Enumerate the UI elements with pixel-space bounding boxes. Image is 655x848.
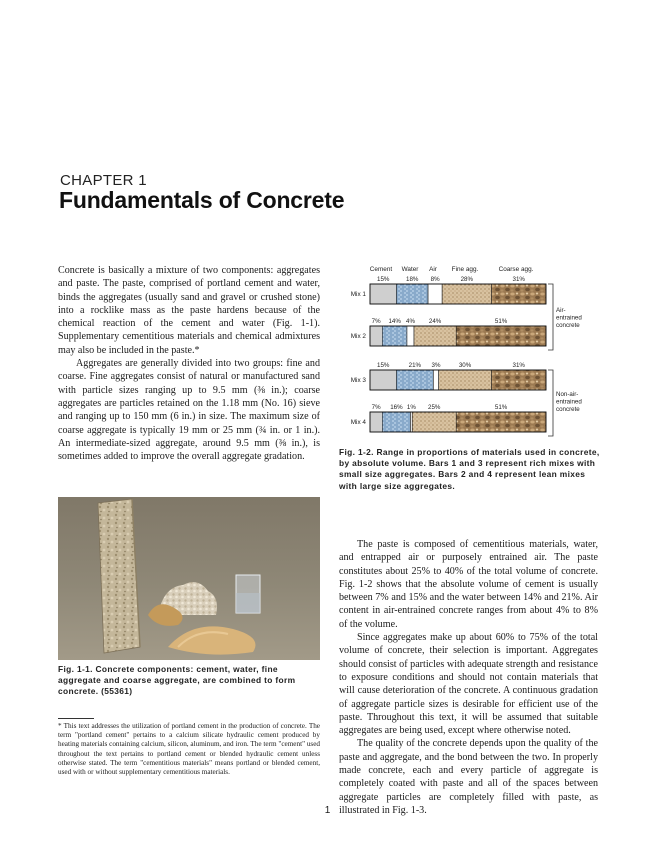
bar-segment-water [382,412,410,432]
percent-label: 18% [406,276,419,283]
percent-label: 30% [458,362,472,369]
chapter-title: Fundamentals of Concrete [59,187,345,213]
bracket-non-air-entrained [548,370,553,436]
percent-label: 51% [494,318,508,325]
percent-label: 15% [377,362,390,369]
figure-1-1-caption: Fig. 1-1. Concrete components: cement, water, fine aggregate and coarse aggregate, are combined to form concrete. (55361) [58,664,296,697]
group-label-air: Air-entrained concrete [556,307,582,329]
percent-label: 3% [431,362,441,369]
mix-label: Mix 1 [350,291,366,299]
percent-label: 7% [371,404,381,411]
header-coarse-agg: Coarse agg. [498,266,534,273]
paragraph: Since aggregates make up about 60% to 75% of the total volume of concrete, their selection is important. Aggregates should consist of particles with adequate strength and resistance to exposure conditions and should not contain materials that will cause deterioration of the concrete. A continuous gradation of aggregate particle sizes is desirable for efficient use of the paste. Throughout this text, it will be assumed that suitable aggregates are being used, except where otherwise noted. [339,632,598,737]
header-air: Air [429,266,437,273]
mix-label: Mix 2 [350,333,366,341]
footnote: * This text addresses the utilization of portland cement in the production of concrete. The term "portland cement" pertains to a calcium silicate hydraulic cement produced by heating materials containing calcium, silicon, aluminum, and iron. The term "cement" used throughout the text pertains to portland cement or blended hydraulic cement unless otherwise stated. The term "cementitious materials" means portland or blended cement, used with or without supplementary cementitious materials. [58,722,320,777]
bar-segment-fine-agg [414,326,456,346]
header-water: Water [401,266,419,273]
percent-label: 51% [494,404,508,411]
concrete-components-photo [58,497,320,660]
bar-segment-coarse-agg [491,370,546,390]
bar-segment-water [382,326,407,346]
header-fine-agg: Fine agg. [451,266,479,273]
paragraph: Concrete is basically a mixture of two components: aggregates and paste. The paste, comprised of portland cement and water, binds the aggregates (usually sand and gravel or crushed stone) into a rocklike mass as the paste hardens because of the chemical reaction of the cement and water (Fig. 1-1). Supplementary cementitious materials and chemical admixtures may also be included in the paste.* [58,265,320,356]
chapter-label: CHAPTER 1 [60,172,147,189]
paragraph: Aggregates are generally divided into two groups: fine and coarse. Fine aggregates consist of natural or manufactured sand with particle sizes ranging up to 9.5 mm (⅜ in.); coarse aggregates are particles retained on the 1.18 mm (No. 16) sieve and ranging up to 150 mm (6 in.) in size. The maximum size of coarse aggregate is typically 19 mm or 25 mm (¾ in. or 1 in.). An intermediate-sized aggregate, around 9.5 mm (⅜ in.), is sometimes added to improve the overall aggregate gradation. [58,358,320,463]
bar-segment-cement [370,412,382,432]
group-label-non-air: Non-air-entrained concrete [556,391,582,413]
percent-label: 31% [512,276,525,283]
percent-label: 16% [390,404,403,411]
header-cement: Cement [369,266,393,273]
percent-label: 21% [408,362,422,369]
percent-label: 28% [460,276,473,283]
footnote-rule [58,718,94,719]
bar-segment-air [428,284,442,304]
mix-label: Mix 3 [350,377,366,385]
figure-1-2-caption: Fig. 1-2. Range in proportions of materials used in concrete, by absolute volume. Bars 1 and 3 represent rich mixes with small size aggregates. Bars 2 and 4 represent lean mixes with large size aggregates. [339,447,600,491]
bar-segment-air [407,326,414,346]
percent-label: 31% [512,362,525,369]
mix-label: Mix 4 [350,419,366,427]
percent-label: 24% [428,318,442,325]
bar-segment-water [396,284,428,304]
percent-label: 7% [371,318,381,325]
paragraph: The quality of the concrete depends upon the quality of the paste and aggregate, and the bond between the two. In properly made concrete, each and every particle of aggregate is completely coated with paste and all of the spaces between aggregate particles are completely filled with paste, as illustrated in Fig. 1-3. [339,738,598,816]
bar-segment-fine-agg [442,284,491,304]
right-column [339,538,598,817]
percent-label: 15% [377,276,390,283]
page-number: 1 [324,805,331,816]
bar-segment-fine-agg [439,370,492,390]
percent-label: 4% [406,318,415,325]
percent-label: 8% [430,276,440,283]
left-column [58,264,320,463]
bar-segment-cement [370,326,382,346]
bar-segment-coarse-agg [456,412,546,432]
bar-segment-air [433,370,438,390]
bar-segment-fine-agg [412,412,456,432]
percent-label: 25% [428,404,441,411]
figure-1-2-proportions-chart [340,260,605,442]
bar-segment-coarse-agg [491,284,546,304]
bar-segment-coarse-agg [456,326,546,346]
paragraph: The paste is composed of cementitious materials, water, and entrapped air or purposely entrained air. The paste constitutes about 25% to 40% of the total volume of concrete. Fig. 1-2 shows that the absolute volume of cement is usually between 7% and 15% and the water between 14% and 21%. Air content in air-entrained concrete ranges from about 4% to 8% of the volume. [339,539,598,630]
bar-segment-cement [370,284,396,304]
percent-label: 1% [406,404,416,411]
bracket-air-entrained [548,284,553,350]
bar-segment-cement [370,370,396,390]
percent-label: 14% [388,318,401,325]
bar-segment-water [396,370,433,390]
